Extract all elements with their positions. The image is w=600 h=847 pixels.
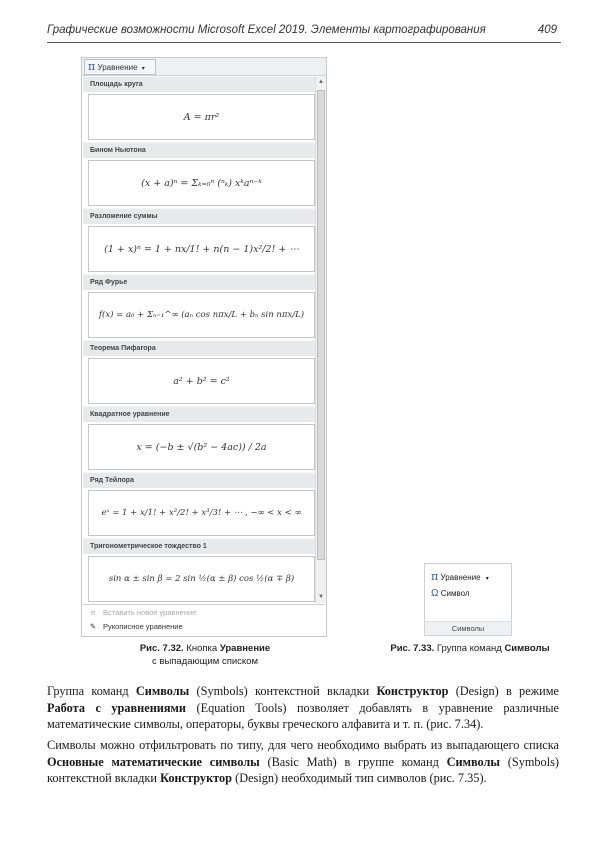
text: (Design) в режиме [448, 684, 559, 698]
text: (Symbols) контекстной вкладки [47, 754, 559, 785]
bold-text: Основные математические символы [47, 754, 260, 769]
caption-text: Группа команд [436, 643, 502, 654]
caption-number: Рис. 7.32. [139, 643, 184, 654]
equation-item[interactable]: sin α ± sin β = 2 sin ½(α ± β) cos ½(α ∓ β) [88, 556, 315, 602]
insert-new-equation-label: Вставить новое уравнение [103, 608, 197, 617]
equation-item[interactable]: (x + a)ⁿ = Σₖ₌₀ⁿ (ⁿₖ) xᵏaⁿ⁻ᵏ [88, 160, 315, 206]
text: Группа команд [47, 684, 136, 698]
caption-bold: Символы [504, 643, 550, 654]
pi-icon: π [90, 608, 96, 617]
bold-text: Символы [446, 754, 500, 769]
equation-button-label: Уравнение [97, 63, 138, 72]
text: (Basic Math) в группе команд [259, 754, 447, 769]
bold-text: Символы [135, 684, 190, 698]
pen-icon: ✎ [89, 622, 97, 631]
scroll-up-icon[interactable]: ▲ [318, 79, 324, 85]
paragraph-2 [47, 737, 559, 787]
figure-caption-7-32 [115, 642, 295, 668]
symbols-group-figure [424, 563, 512, 636]
symbol-button[interactable] [431, 587, 470, 601]
scrollbar-thumb[interactable] [317, 90, 325, 560]
bold-text: Конструктор [160, 771, 233, 785]
bold-text: Работа с уравнениями [47, 700, 186, 715]
pi-icon: π [431, 570, 439, 583]
caption-line2: с выпадающим списком [152, 656, 258, 667]
symbol-label: Символ [440, 589, 470, 598]
omega-icon: Ω [431, 588, 439, 599]
gallery-menu [83, 604, 325, 635]
equation-gallery-figure [81, 57, 327, 637]
section-title: Тригонометрическое тождество 1 [83, 538, 315, 554]
equation-gallery [83, 76, 315, 660]
paragraph-1 [47, 683, 559, 733]
bold-text: Конструктор [376, 684, 449, 698]
pi-icon: π [88, 60, 96, 73]
section-title: Разложение суммы [83, 208, 315, 224]
equation-item[interactable]: x = (−b ± √(b² − 4ac)) / 2a [88, 424, 315, 470]
caption-text: Кнопка [186, 643, 218, 654]
ink-equation-item[interactable] [87, 620, 183, 634]
running-header [47, 22, 561, 43]
text: (Design) необходимый тип символов (рис. 7.35). [232, 771, 487, 785]
equation-button[interactable] [84, 59, 156, 75]
equation-item[interactable]: a² + b² = c² [88, 358, 315, 404]
scroll-down-icon[interactable]: ▼ [318, 594, 324, 600]
caption-bold: Уравнение [219, 643, 271, 654]
section-title: Ряд Фурье [83, 274, 315, 290]
section-title: Квадратное уравнение [83, 406, 315, 422]
section-title: Площадь круга [83, 76, 315, 92]
text: (Equation Tools) позволяет добавлять в уравнение различные математические символы, операторы, буквы греческого алфавита и т. п. (рис. 7.34). [47, 700, 560, 731]
equation-item[interactable]: (1 + x)ⁿ = 1 + nx/1! + n(n − 1)x²/2! + ⋯ [88, 226, 315, 272]
section-title: Ряд Тейлора [83, 472, 315, 488]
equation-item[interactable]: A = πr² [88, 94, 315, 140]
group-label: Символы [425, 621, 511, 635]
chevron-down-icon[interactable]: ▾ [141, 66, 145, 72]
header-title: Графические возможности Microsoft Excel 2019. Элементы картографирования [47, 24, 486, 36]
figure-caption-7-33 [370, 642, 570, 655]
equation-button[interactable] [431, 570, 489, 584]
equation-item[interactable]: eˣ = 1 + x/1! + x²/2! + x³/3! + ⋯ , −∞ < x < ∞ [88, 490, 315, 536]
text: Символы можно отфильтровать по типу, для чего необходимо выбрать из выпадающего списка [47, 738, 559, 752]
insert-new-equation-item[interactable] [87, 606, 196, 620]
equation-item[interactable]: f(x) = a₀ + Σₙ₌₁^∞ (aₙ cos nπx/L + bₙ sin nπx/L) [88, 292, 315, 338]
text: (Symbols) контекстной вкладки [189, 684, 377, 698]
equation-label: Уравнение [440, 573, 481, 582]
ink-equation-label: Рукописное уравнение [103, 622, 183, 631]
gallery-scrollbar[interactable] [315, 76, 326, 603]
caption-number: Рис. 7.33. [390, 643, 435, 654]
chevron-down-icon[interactable]: ▾ [485, 576, 489, 582]
ribbon-bar [82, 58, 326, 76]
section-title: Бином Ньютона [83, 142, 315, 158]
page-number: 409 [537, 24, 557, 36]
section-title: Теорема Пифагора [83, 340, 315, 356]
